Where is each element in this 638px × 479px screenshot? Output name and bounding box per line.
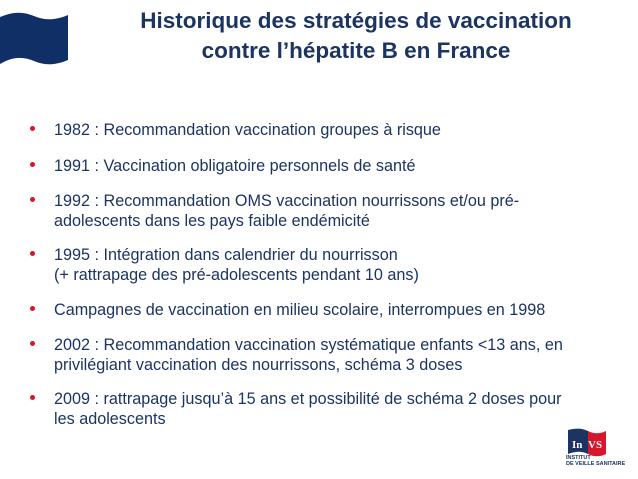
bullet-item [30,335,630,375]
bullet-item [30,191,630,231]
bullet-text: 1991 : Vaccination obligatoire personnels de santé [54,157,416,175]
bullet-item [30,389,630,429]
bullet-text: 1982 : Recommandation vaccination groupes à risque [54,121,441,139]
bullet-item [30,300,630,320]
flag-icon [0,12,68,72]
bullet-text: (+ rattrapage des pré-adolescents pendant 10 ans) [54,266,419,284]
bullet-text: Campagnes de vaccination en milieu scolaire, interrompues en 1998 [54,301,546,319]
bullet-icon [30,395,35,400]
bullet-item [30,120,630,140]
bullet-item [30,156,630,176]
bullet-icon [30,306,35,311]
logo-caption [566,455,625,467]
bullet-text: 1995 : Intégration dans calendrier du nourrisson [54,246,398,264]
title-line-2: contre l’hépatite B en France [201,38,511,63]
bullet-icon [30,126,35,131]
bullet-text: 2002 : Recommandation vaccination systématique enfants <13 ans, en [54,336,563,354]
page-title [96,6,616,66]
bullet-icon [30,162,35,167]
bullet-list [30,120,630,429]
bullet-text: adolescents dans les pays faible endémicité [54,212,370,230]
svg-text:VS: VS [588,439,603,451]
bullet-text: 2009 : rattrapage jusqu’à 15 ans et possibilité de schéma 2 doses pour [54,390,562,408]
bullet-text: les adolescents [54,410,166,428]
title-line-1: Historique des stratégies de vaccination [140,8,572,33]
bullet-text: 1992 : Recommandation OMS vaccination nourrissons et/ou pré- [54,192,520,210]
bullet-icon [30,341,35,346]
bullet-text: privilégiant vaccination des nourrissons, schéma 3 doses [54,356,463,374]
bullet-icon [30,197,35,202]
logo-caption-line-1: INSTITUT [566,455,591,461]
svg-text:In: In [572,439,583,451]
bullet-item [30,245,630,285]
bullet-icon [30,251,35,256]
logo-caption-line-2: DE VEILLE SANITAIRE [566,461,626,467]
